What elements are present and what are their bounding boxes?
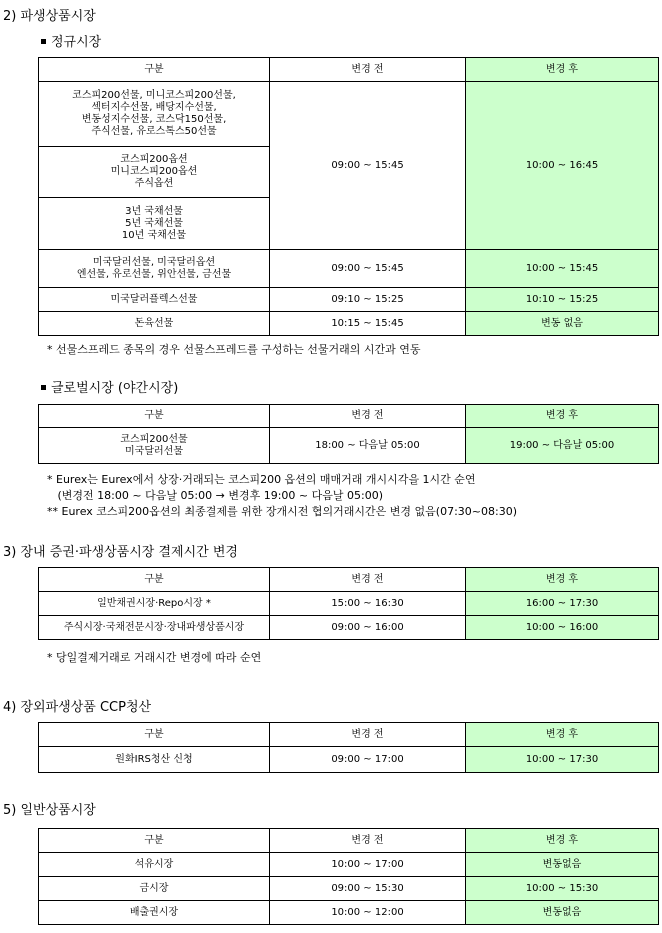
- row-before: 10:15 ~ 15:45: [270, 312, 466, 336]
- regular-market-title: 정규시장: [51, 35, 102, 50]
- header-before: 변경 전: [270, 58, 466, 82]
- global-market-table: [38, 404, 659, 464]
- row-before: 18:00 ~ 다음날 05:00: [270, 428, 466, 464]
- row-category: 코스피200옵션 미니코스피200옵션 주식옵션: [39, 147, 270, 198]
- section-3-title: 3) 장내 증권·파생상품시장 결제시간 변경: [3, 545, 238, 560]
- row-category: 미국달러선물, 미국달러옵션 엔선물, 유로선물, 위안선물, 금선물: [39, 250, 270, 288]
- header-after: 변경 후: [466, 723, 659, 747]
- row-before: 10:00 ~ 12:00: [270, 901, 466, 925]
- table-header-row: [39, 568, 659, 592]
- row-category: 돈육선물: [39, 312, 270, 336]
- regular-market-heading: [41, 31, 101, 50]
- global-market-heading: [41, 377, 178, 396]
- row-category: 석유시장: [39, 853, 270, 877]
- row-before: 15:00 ~ 16:30: [270, 592, 466, 616]
- regular-market-note: * 선물스프레드 종목의 경우 선물스프레드를 구성하는 선물거래의 시간과 연동: [47, 343, 421, 356]
- row-category: 원화IRS청산 신청: [39, 747, 270, 773]
- table-row: [39, 428, 659, 464]
- row-category: 일반채권시장·Repo시장 *: [39, 592, 270, 616]
- table-header-row: [39, 58, 659, 82]
- row-before: 09:00 ~ 16:00: [270, 616, 466, 640]
- bullet-square-icon: [41, 39, 46, 44]
- row-before: 10:00 ~ 17:00: [270, 853, 466, 877]
- header-category: 구분: [39, 568, 270, 592]
- table-row: [39, 592, 659, 616]
- ccp-table: [38, 722, 659, 773]
- row-category: 주식시장·국채전문시장·장내파생상품시장: [39, 616, 270, 640]
- row-after-merged: 10:00 ~ 16:45: [466, 82, 659, 250]
- bullet-square-icon: [41, 385, 46, 390]
- header-after: 변경 후: [466, 568, 659, 592]
- header-before: 변경 전: [270, 723, 466, 747]
- settlement-table: [38, 567, 659, 640]
- table-header-row: [39, 723, 659, 747]
- row-after: 변동없음: [466, 901, 659, 925]
- row-category: 미국달러플렉스선물: [39, 288, 270, 312]
- global-note-2: (변경전 18:00 ~ 다음날 05:00 → 변경후 19:00 ~ 다음날 05:00): [47, 489, 384, 502]
- section-5-title: 5) 일반상품시장: [3, 803, 96, 818]
- header-category: 구분: [39, 723, 270, 747]
- row-category: 금시장: [39, 877, 270, 901]
- header-category: 구분: [39, 829, 270, 853]
- row-after: 10:00 ~ 15:45: [466, 250, 659, 288]
- row-before-merged: 09:00 ~ 15:45: [270, 82, 466, 250]
- row-before: 09:00 ~ 17:00: [270, 747, 466, 773]
- row-after: 10:00 ~ 15:30: [466, 877, 659, 901]
- row-before: 09:00 ~ 15:30: [270, 877, 466, 901]
- row-after: 변동 없음: [466, 312, 659, 336]
- global-note-1: * Eurex는 Eurex에서 상장·거래되는 코스피200 옵션의 매매거래 개시시각을 1시간 순연: [47, 473, 476, 486]
- table-row: [39, 288, 659, 312]
- header-before: 변경 전: [270, 829, 466, 853]
- table-row: [39, 312, 659, 336]
- table-row: [39, 877, 659, 901]
- table-row: [39, 250, 659, 288]
- header-after: 변경 후: [466, 58, 659, 82]
- table-row: [39, 616, 659, 640]
- table-header-row: [39, 829, 659, 853]
- row-after: 변동없음: [466, 853, 659, 877]
- header-after: 변경 후: [466, 405, 659, 428]
- commodity-table: [38, 828, 659, 925]
- table-row: [39, 901, 659, 925]
- row-before: 09:00 ~ 15:45: [270, 250, 466, 288]
- regular-market-table: [38, 57, 659, 336]
- row-after: 10:10 ~ 15:25: [466, 288, 659, 312]
- section-4-title: 4) 장외파생상품 CCP청산: [3, 700, 152, 715]
- table-header-row: [39, 405, 659, 428]
- row-category: 코스피200선물 미국달러선물: [39, 428, 270, 464]
- table-row: [39, 853, 659, 877]
- row-before: 09:10 ~ 15:25: [270, 288, 466, 312]
- settlement-note: * 당일결제거래로 거래시간 변경에 따라 순연: [47, 651, 262, 664]
- header-category: 구분: [39, 58, 270, 82]
- row-after: 19:00 ~ 다음날 05:00: [466, 428, 659, 464]
- section-2-title: 2) 파생상품시장: [3, 9, 96, 24]
- row-category: 코스피200선물, 미니코스피200선물, 섹터지수선물, 배당지수선물, 변동성지수선물, 코스닥150선물, 주식선물, 유로스톡스50선물: [39, 82, 270, 147]
- row-after: 10:00 ~ 16:00: [466, 616, 659, 640]
- header-after: 변경 후: [466, 829, 659, 853]
- header-category: 구분: [39, 405, 270, 428]
- global-market-title: 글로벌시장 (야간시장): [51, 381, 179, 396]
- global-note-3: ** Eurex 코스피200옵션의 최종결제를 위한 장개시전 협의거래시간은 변경 없음(07:30~08:30): [47, 505, 517, 518]
- row-after: 10:00 ~ 17:30: [466, 747, 659, 773]
- row-after: 16:00 ~ 17:30: [466, 592, 659, 616]
- table-row: [39, 82, 659, 147]
- header-before: 변경 전: [270, 405, 466, 428]
- row-category: 배출권시장: [39, 901, 270, 925]
- row-category: 3년 국채선물 5년 국채선물 10년 국채선물: [39, 198, 270, 250]
- table-row: [39, 747, 659, 773]
- header-before: 변경 전: [270, 568, 466, 592]
